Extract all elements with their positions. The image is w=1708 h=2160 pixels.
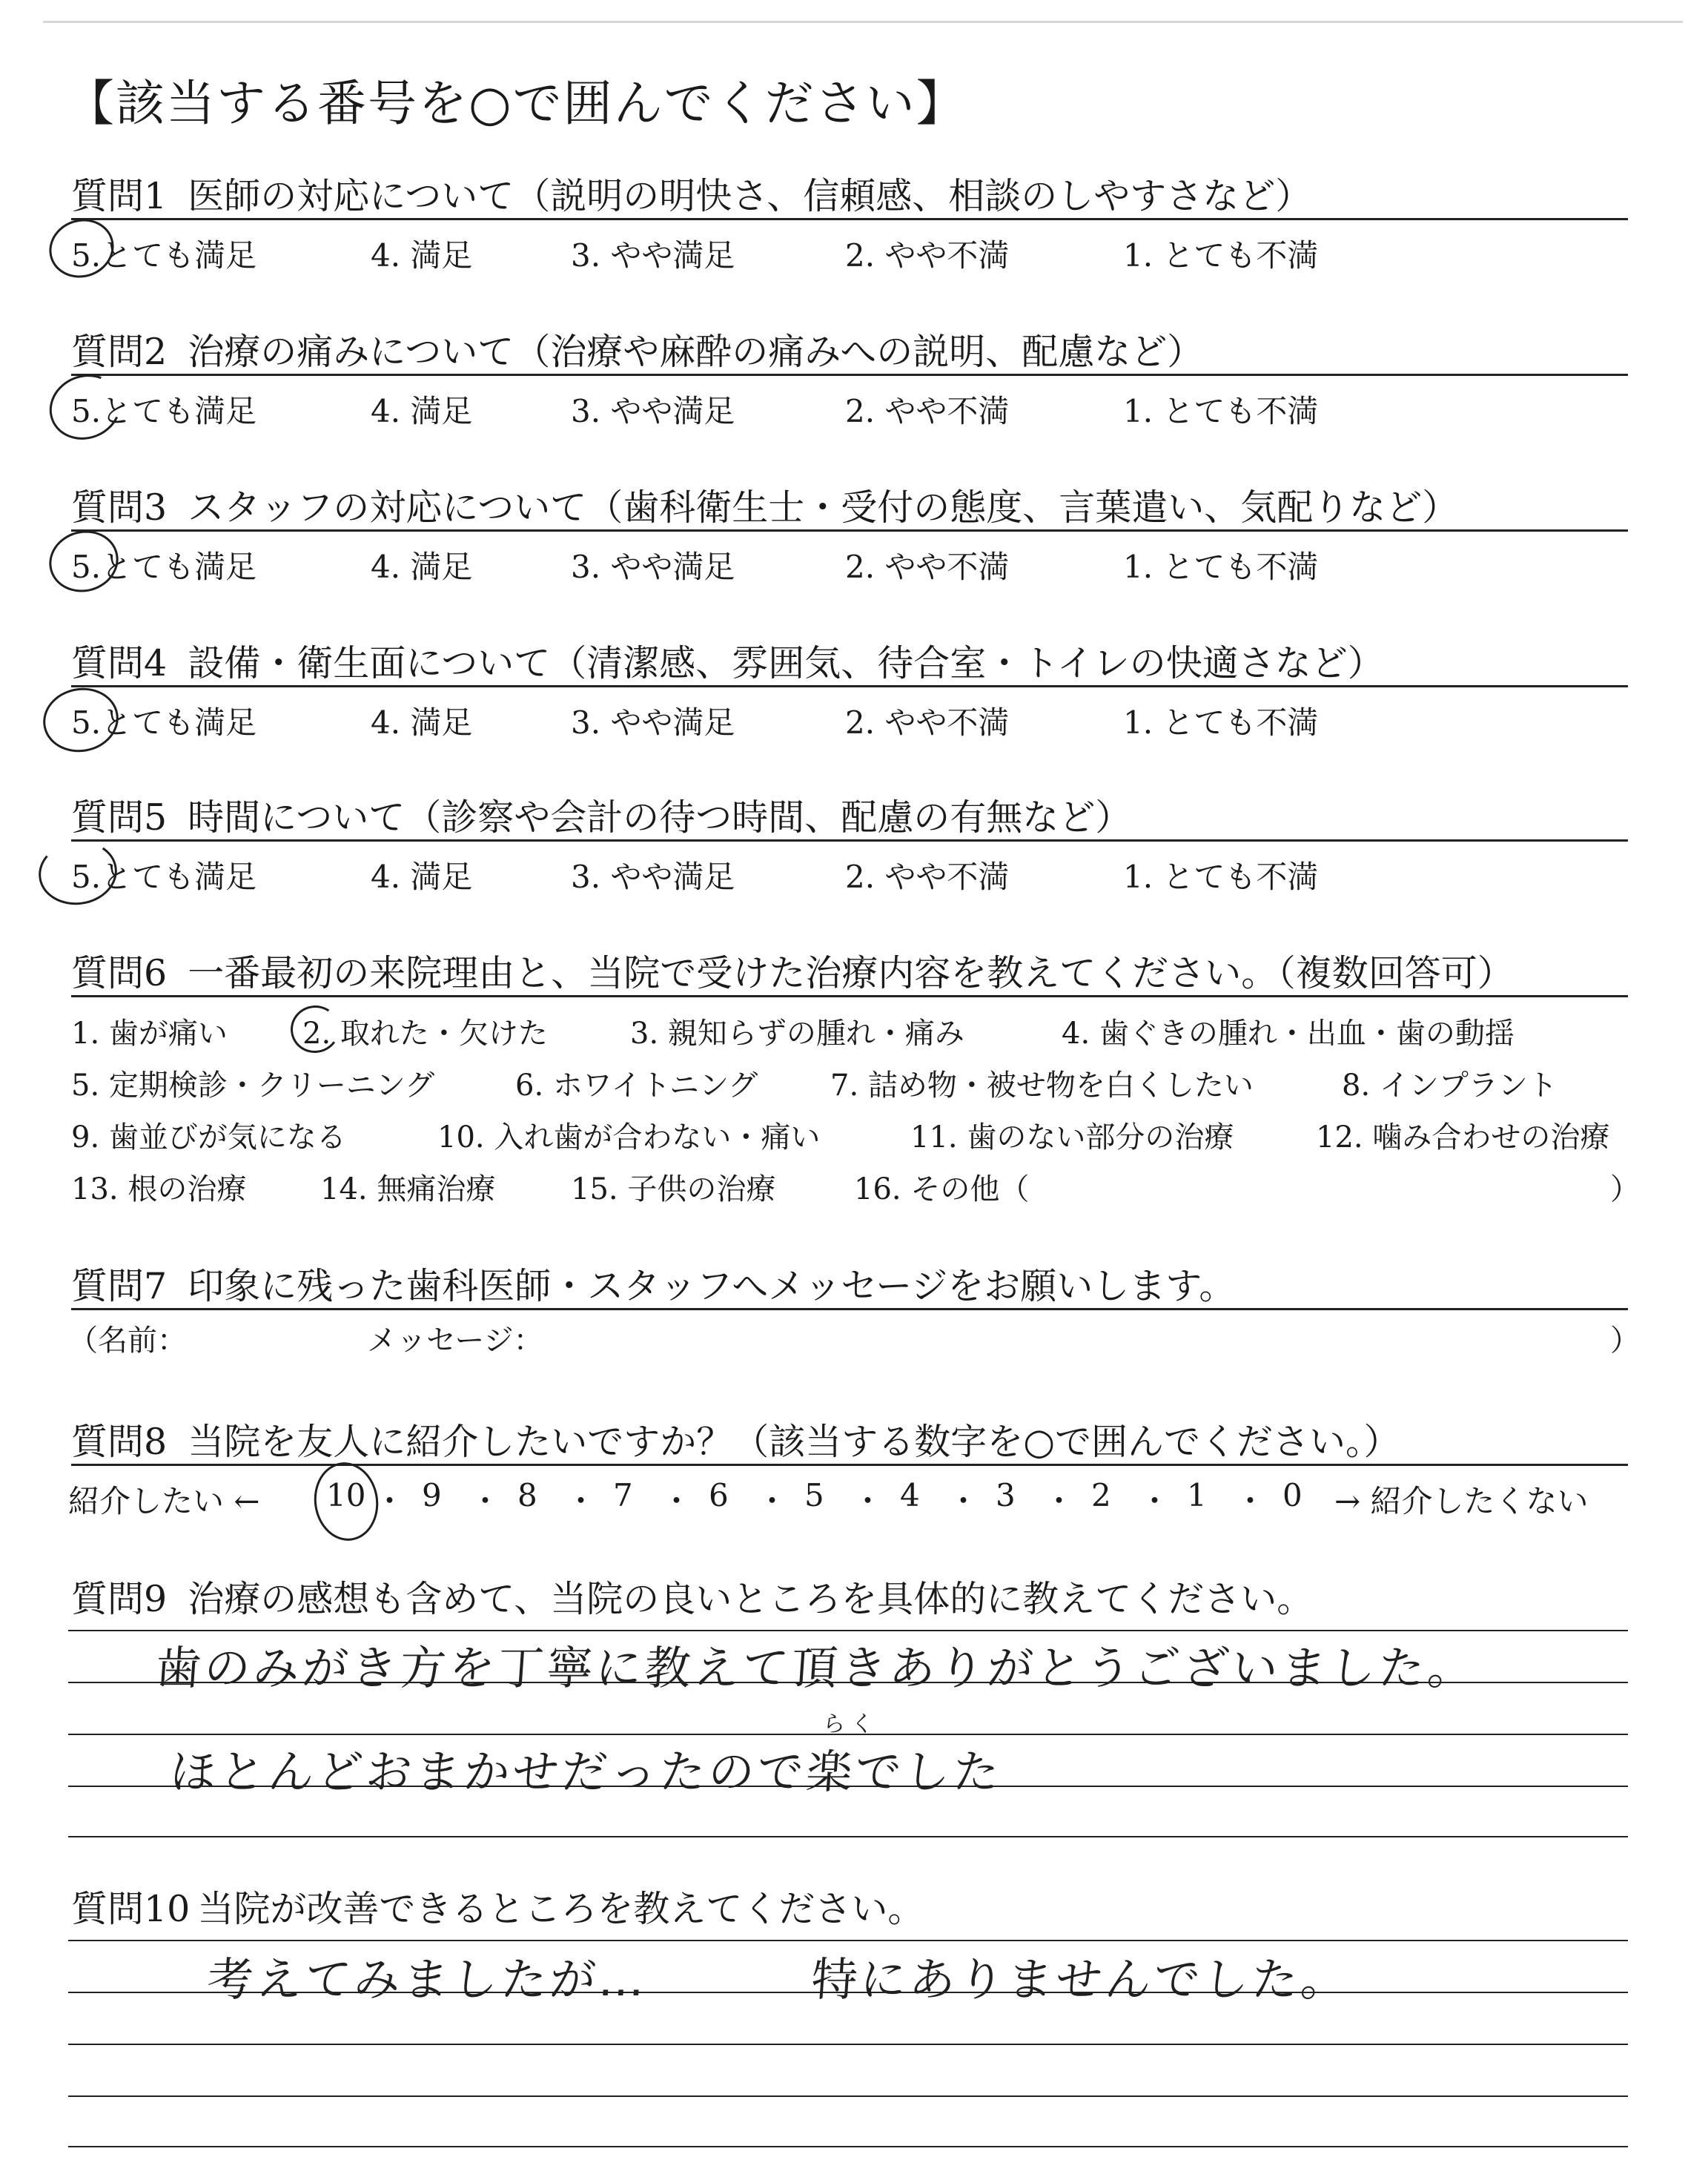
option-2[interactable]: 2. やや不満 bbox=[845, 704, 1010, 741]
scale-separator: ・ bbox=[947, 1483, 979, 1519]
reason-option-13[interactable]: 13. 根の治療 bbox=[71, 1172, 247, 1206]
question-9-title bbox=[71, 1571, 1313, 1622]
handwritten-answer-part-1: 考えてみましたが… bbox=[205, 1952, 650, 2007]
answer-line bbox=[68, 1940, 1628, 1941]
option-5[interactable]: 5.とても満足 bbox=[71, 549, 257, 585]
selected-circle-mark bbox=[42, 523, 125, 600]
page-heading: 【該当する番号を○で囲んでください】 bbox=[65, 75, 967, 132]
scale-separator: ・ bbox=[1139, 1483, 1171, 1519]
reason-option-10[interactable]: 10. 入れ歯が合わない・痛い bbox=[437, 1120, 821, 1155]
question-text: 当院が改善できるところを教えてください。 bbox=[197, 1888, 924, 1930]
question-underline bbox=[71, 529, 1628, 532]
selected-circle-mark bbox=[38, 682, 123, 758]
option-3[interactable]: 3. やや満足 bbox=[571, 704, 735, 741]
handwritten-answer-part-2: 特にありませんでした。 bbox=[810, 1952, 1352, 2007]
top-divider bbox=[43, 21, 1683, 23]
question-1-title bbox=[71, 168, 1311, 219]
question-text: 印象に残った歯科医師・スタッフへメッセージをお願いします。 bbox=[188, 1265, 1236, 1307]
reason-option-3[interactable]: 3. 親知らずの腫れ・痛み bbox=[630, 1017, 964, 1051]
option-1[interactable]: 1. とても不満 bbox=[1123, 393, 1319, 429]
reason-other-close: ） bbox=[1610, 1172, 1640, 1206]
reason-option-11[interactable]: 11. 歯のない部分の治療 bbox=[910, 1120, 1234, 1155]
reason-option-9[interactable]: 9. 歯並びが気になる bbox=[71, 1120, 346, 1155]
question-text: 一番最初の来院理由と、当院で受けた治療内容を教えてください。（複数回答可） bbox=[188, 952, 1514, 994]
option-4[interactable]: 4. 満足 bbox=[371, 393, 473, 429]
question-text: 当院を友人に紹介したいですか？（該当する数字を○で囲んでください。） bbox=[188, 1421, 1400, 1463]
option-3[interactable]: 3. やや満足 bbox=[571, 393, 735, 429]
reason-option-15[interactable]: 15. 子供の治療 bbox=[571, 1172, 776, 1206]
option-2[interactable]: 2. やや不満 bbox=[845, 393, 1010, 429]
question-underline bbox=[71, 995, 1628, 997]
reason-option-1[interactable]: 1. 歯が痛い bbox=[71, 1017, 228, 1051]
scale-value-10[interactable]: 10 bbox=[326, 1477, 366, 1513]
option-5[interactable]: 5.とても満足 bbox=[71, 859, 257, 895]
question-underline bbox=[71, 1464, 1628, 1466]
scale-separator: ・ bbox=[565, 1483, 597, 1519]
option-3[interactable]: 3. やや満足 bbox=[571, 549, 735, 585]
question-underline bbox=[71, 685, 1628, 687]
scale-separator: ・ bbox=[1234, 1483, 1266, 1519]
scale-separator: ・ bbox=[852, 1483, 884, 1519]
question-underline bbox=[71, 1308, 1628, 1310]
option-1[interactable]: 1. とても不満 bbox=[1123, 704, 1319, 741]
name-label: （名前： bbox=[68, 1324, 187, 1358]
question-3-title bbox=[71, 479, 1458, 531]
reason-option-2[interactable]: 2. 取れた・欠けた bbox=[302, 1017, 548, 1051]
option-3[interactable]: 3. やや満足 bbox=[571, 859, 735, 895]
reason-option-8[interactable]: 8. インプラント bbox=[1342, 1069, 1558, 1103]
option-1[interactable]: 1. とても不満 bbox=[1123, 237, 1319, 274]
option-3[interactable]: 3. やや満足 bbox=[571, 237, 735, 274]
option-4[interactable]: 4. 満足 bbox=[371, 859, 473, 895]
question-number: 質問1 bbox=[71, 175, 168, 217]
selected-circle-mark bbox=[39, 364, 130, 450]
question-number: 質問7 bbox=[71, 1265, 168, 1307]
scale-value-4[interactable]: 4 bbox=[900, 1477, 920, 1513]
question-text: 治療の痛みについて（治療や麻酔の痛みへの説明、配慮など） bbox=[188, 331, 1204, 373]
reason-option-12[interactable]: 12. 噛み合わせの治療 bbox=[1316, 1120, 1610, 1155]
question-number: 質問2 bbox=[71, 331, 168, 373]
question-number: 質問6 bbox=[71, 952, 168, 994]
question-number: 質問3 bbox=[71, 486, 168, 529]
option-1[interactable]: 1. とても不満 bbox=[1123, 549, 1319, 585]
scale-separator: ・ bbox=[661, 1483, 692, 1519]
scale-separator: ・ bbox=[1043, 1483, 1075, 1519]
question-number: 質問10 bbox=[71, 1888, 191, 1930]
option-4[interactable]: 4. 満足 bbox=[371, 549, 473, 585]
question-4-title bbox=[71, 635, 1384, 687]
message-label: メッセージ： bbox=[367, 1324, 543, 1358]
selected-circle-mark bbox=[309, 1459, 383, 1545]
scale-value-7[interactable]: 7 bbox=[613, 1477, 633, 1513]
handwritten-furigana: らく bbox=[823, 1711, 879, 1737]
reason-option-6[interactable]: 6. ホワイトニング bbox=[515, 1069, 758, 1103]
scale-value-2[interactable]: 2 bbox=[1091, 1477, 1111, 1513]
question-underline bbox=[71, 374, 1628, 376]
question-underline bbox=[71, 218, 1628, 220]
option-5[interactable]: 5.とても満足 bbox=[71, 393, 257, 429]
option-4[interactable]: 4. 満足 bbox=[371, 704, 473, 741]
scale-separator: ・ bbox=[374, 1483, 406, 1519]
question-7-title bbox=[71, 1258, 1235, 1309]
scale-value-1[interactable]: 1 bbox=[1187, 1477, 1207, 1513]
scale-value-8[interactable]: 8 bbox=[517, 1477, 537, 1513]
question-5-title bbox=[71, 789, 1131, 841]
question-text: 設備・衛生面について（清潔感、雰囲気、待合室・トイレの快適さなど） bbox=[188, 642, 1384, 684]
question-text: スタッフの対応について（歯科衛生士・受付の態度、言葉遣い、気配りなど） bbox=[188, 486, 1459, 529]
question-underline bbox=[71, 839, 1628, 842]
question-number: 質問5 bbox=[71, 796, 168, 839]
question-number: 質問4 bbox=[71, 642, 168, 684]
question-10-title bbox=[71, 1880, 924, 1932]
option-2[interactable]: 2. やや不満 bbox=[845, 237, 1010, 274]
question-6-title bbox=[71, 945, 1514, 997]
question-text: 医師の対応について（説明の明快さ、信頼感、相談のしやすさなど） bbox=[188, 175, 1312, 217]
question-text: 時間について（診察や会計の待つ時間、配慮の有無など） bbox=[188, 796, 1132, 839]
answer-line bbox=[68, 2095, 1628, 2097]
reason-option-7[interactable]: 7. 詰め物・被せ物を白くしたい bbox=[830, 1069, 1254, 1103]
reason-option-5[interactable]: 5. 定期検診・クリーニング bbox=[71, 1069, 435, 1103]
question-number: 質問9 bbox=[71, 1578, 168, 1620]
recommend-right-label: → 紹介したくない bbox=[1334, 1483, 1589, 1519]
option-2[interactable]: 2. やや不満 bbox=[845, 549, 1010, 585]
question-2-title bbox=[71, 323, 1203, 375]
question-8-title bbox=[71, 1413, 1400, 1465]
scale-separator: ・ bbox=[469, 1483, 501, 1519]
handwritten-answer-line-2: ほとんどおまかせだったので楽でした bbox=[168, 1745, 1004, 1799]
handwritten-answer-line-1: 歯のみがき方を丁寧に教えて頂きありがとうございました。 bbox=[153, 1641, 1479, 1695]
question-number: 質問8 bbox=[71, 1421, 168, 1463]
scale-value-6[interactable]: 6 bbox=[709, 1477, 729, 1513]
option-1[interactable]: 1. とても不満 bbox=[1123, 859, 1319, 895]
scale-value-5[interactable]: 5 bbox=[804, 1477, 824, 1513]
scale-value-9[interactable]: 9 bbox=[422, 1477, 442, 1513]
answer-line bbox=[68, 2044, 1628, 2045]
reason-option-14[interactable]: 14. 無痛治療 bbox=[320, 1172, 496, 1206]
reason-option-16[interactable]: 16. その他（ bbox=[854, 1172, 1030, 1206]
scale-value-3[interactable]: 3 bbox=[996, 1477, 1016, 1513]
scale-separator: ・ bbox=[756, 1483, 788, 1519]
option-5[interactable]: 5.とても満足 bbox=[71, 704, 257, 741]
answer-line bbox=[68, 2146, 1628, 2147]
question-text: 治療の感想も含めて、当院の良いところを具体的に教えてください。 bbox=[188, 1578, 1314, 1620]
answer-line bbox=[68, 1836, 1628, 1837]
option-2[interactable]: 2. やや不満 bbox=[845, 859, 1010, 895]
option-5[interactable]: 5.とても満足 bbox=[71, 237, 257, 274]
selected-circle-mark bbox=[35, 836, 122, 910]
scale-value-0[interactable]: 0 bbox=[1282, 1477, 1302, 1513]
option-4[interactable]: 4. 満足 bbox=[371, 237, 473, 274]
message-close: ） bbox=[1610, 1324, 1640, 1358]
reason-option-4[interactable]: 4. 歯ぐきの腫れ・出血・歯の動揺 bbox=[1062, 1017, 1515, 1051]
recommend-left-label: 紹介したい ← bbox=[68, 1483, 260, 1519]
